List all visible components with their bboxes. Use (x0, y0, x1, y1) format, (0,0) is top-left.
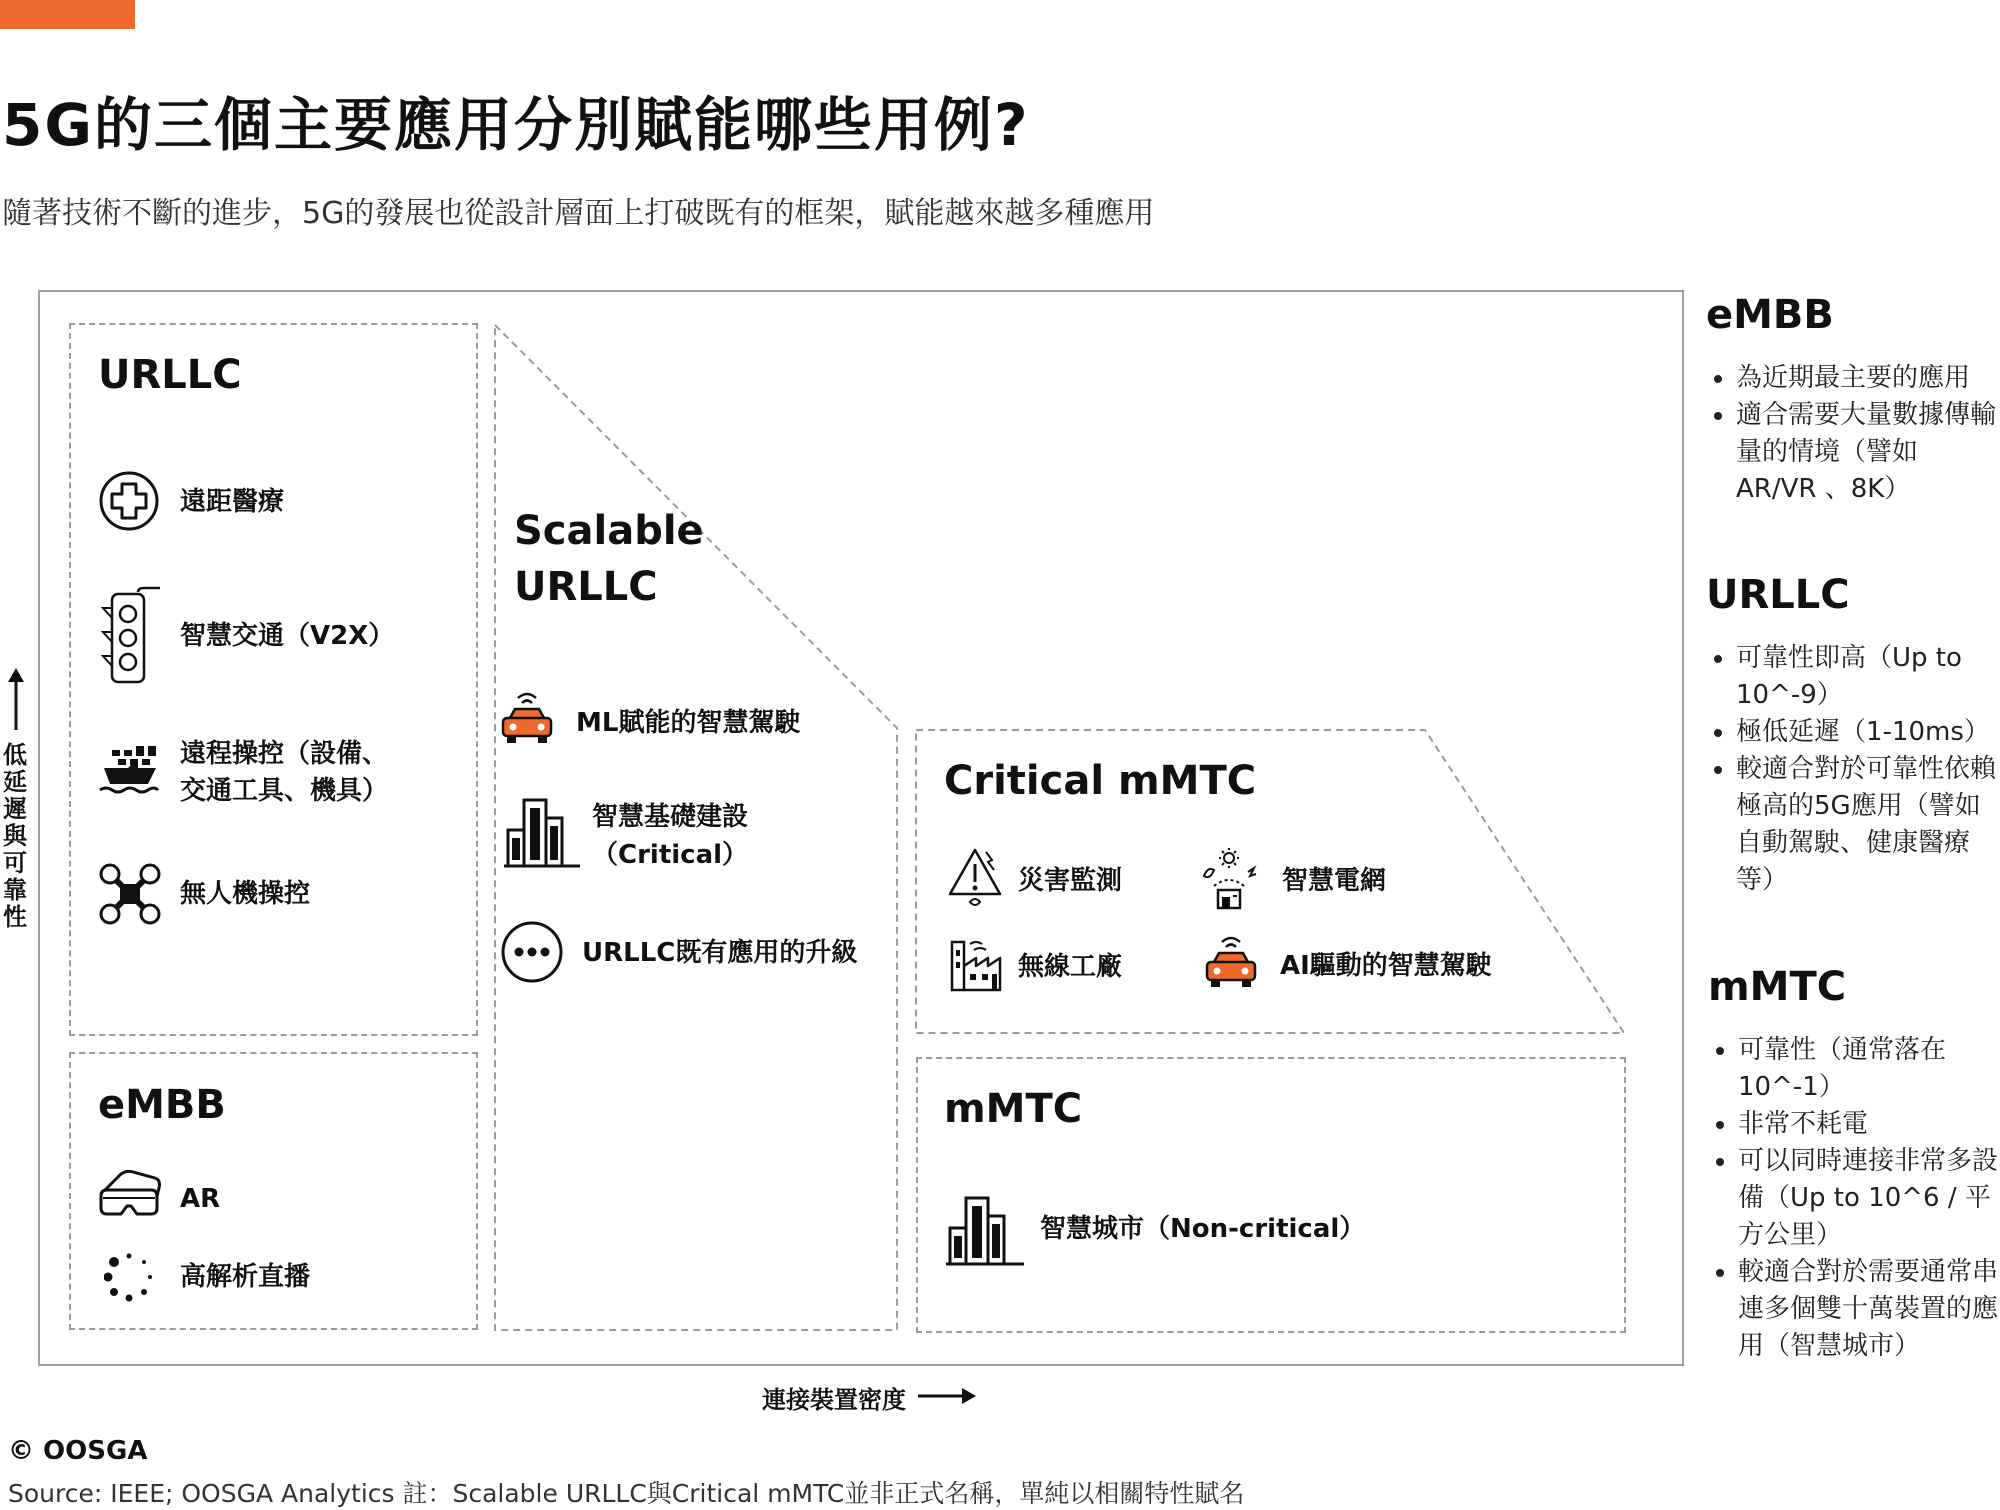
traffic-light-icon (98, 586, 164, 686)
page-title: 5G的三個主要應用分別賦能哪些用例? (2, 91, 1030, 159)
sidebar-embb (1706, 292, 1996, 508)
urllc-item-remote-control-line2: 交通工具、機具） (180, 776, 389, 806)
ai-car-icon (1204, 934, 1258, 990)
scalable-item-ml-driving: ML賦能的智慧駕駛 (576, 708, 801, 738)
vr-headset-icon (97, 1166, 163, 1222)
sidebar-mmtc-bullet: • 非常不耗電 (1738, 1106, 1998, 1143)
scalable-urllc-title-line2: URLLC (514, 564, 658, 610)
drone-icon (98, 862, 162, 926)
medical-cross-icon (98, 470, 160, 532)
embb-item-hd-live: 高解析直播 (180, 1262, 311, 1292)
x-axis-arrow-icon (918, 1384, 976, 1408)
scalable-item-smart-infra-line2: （Critical） (592, 840, 749, 870)
sidebar-embb-title: eMBB (1706, 292, 1834, 338)
x-axis-label: 連接裝置密度 (762, 1386, 906, 1414)
sidebar-embb-bullet: • 適合需要大量數據傳輸量的情境（譬如AR/VR 、8K） (1736, 397, 1996, 508)
sidebar-mmtc-bullet: • 較適合對於需要通常串連多個雙十萬裝置的應用（智慧城市） (1738, 1254, 1998, 1365)
embb-item-ar: AR (180, 1184, 221, 1214)
source-note: Source: IEEE; OOSGA Analytics 註：Scalable URLLC與Critical mMTC並非正式名稱，單純以相關特性賦名 (8, 1479, 1245, 1508)
urllc-item-remote-control-line1: 遠程操控（設備、 (180, 739, 389, 769)
critical-item-ai-driving: AI驅動的智慧駕駛 (1280, 951, 1492, 981)
sidebar-urllc-bullet: • 較適合對於可靠性依賴極高的5G應用（譬如自動駕駛、健康醫療等） (1736, 751, 1996, 899)
sidebar-mmtc-bullet: • 可靠性（通常落在10^-1） (1738, 1032, 1998, 1106)
copyright: © OOSGA (8, 1436, 148, 1466)
sidebar-urllc-bullet: • 極低延遲（1-10ms） (1736, 714, 1996, 751)
sidebar-urllc-title: URLLC (1706, 572, 1850, 618)
buildings-icon (504, 796, 580, 868)
mmtc-title: mMTC (944, 1086, 1083, 1132)
sidebar-embb-list (1706, 360, 1996, 508)
urllc-title: URLLC (98, 352, 242, 398)
embb-title: eMBB (98, 1082, 226, 1128)
critical-item-wireless-factory: 無線工廠 (1018, 952, 1123, 982)
sidebar-urllc-list (1706, 640, 1996, 899)
critical-mmtc-title: Critical mMTC (944, 758, 1257, 804)
cargo-ship-icon (98, 744, 160, 798)
y-axis-label: 低延遲與可靠性 (3, 741, 27, 931)
more-options-icon (500, 920, 564, 984)
y-axis-arrow-icon (3, 668, 29, 732)
connected-car-icon (500, 690, 554, 746)
sidebar-mmtc (1708, 964, 1998, 1365)
urllc-item-drone: 無人機操控 (180, 879, 311, 909)
smart-grid-icon (1198, 846, 1260, 910)
sidebar-mmtc-bullet: • 可以同時連接非常多設備（Up to 10^6 / 平方公里） (1738, 1143, 1998, 1254)
city-buildings-icon (946, 1194, 1024, 1266)
sidebar-embb-bullet: • 為近期最主要的應用 (1736, 360, 1996, 397)
sidebar-urllc-bullet: • 可靠性即高（Up to 10^-9） (1736, 640, 1996, 714)
accent-bar (0, 0, 135, 29)
sidebar-urllc (1706, 572, 1996, 899)
urllc-item-v2x: 智慧交通（V2X） (180, 621, 395, 651)
sidebar-mmtc-list (1708, 1032, 1998, 1365)
urllc-item-telemedicine: 遠距醫療 (180, 487, 285, 517)
page-subtitle: 隨著技術不斷的進步，5G的發展也從設計層面上打破既有的框架，賦能越來越多種應用 (2, 196, 1155, 231)
critical-item-disaster: 災害監測 (1018, 866, 1123, 896)
scalable-item-urllc-upgrade: URLLC既有應用的升級 (582, 938, 858, 968)
critical-item-smart-grid: 智慧電網 (1282, 866, 1387, 896)
disaster-warning-icon (946, 846, 1004, 908)
scalable-urllc-title-line1: Scalable (514, 508, 704, 554)
sidebar-mmtc-title: mMTC (1708, 964, 1847, 1010)
scalable-item-smart-infra-line1: 智慧基礎建設 (592, 802, 749, 832)
mmtc-item-smart-city: 智慧城市（Non-critical） (1040, 1214, 1366, 1244)
factory-icon (948, 936, 1004, 992)
loading-spinner-icon (104, 1252, 154, 1302)
